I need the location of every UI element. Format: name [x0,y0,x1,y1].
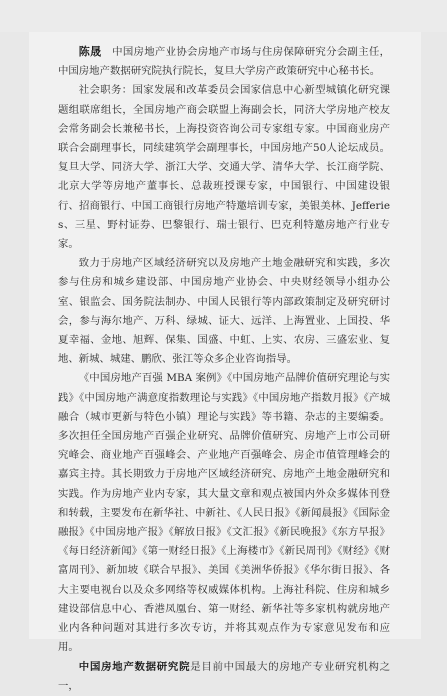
intro-text: 中国房地产业协会房地产市场与住房保障研究分会副主任，中国房地产数据研究院执行院长，复旦大学房产政策研究中心秘书长。 [58,46,391,78]
research-paragraph: 致力于房地产区域经济研究以及房地产土地金融研究和实践，多次参与住房和城乡建设部、中国房地产业协会、中央财经领导小组办公室、银监会、国务院法制办、中国人民银行等内部政策制定及研究研讨会，参与海尔地产、万科、绿城、证大、远洋、上海置业、上国投、华夏幸福、金地、旭辉、保集、国盛、中虹、上实、农房、三盛宏业、复地、新城、城建、鹏欣、张江等众多企业咨询指导。 [58,257,390,366]
closing-text: 是目前中国最大的房地产专业研究机构之一， [58,660,391,692]
author-name: 陈晟 [78,45,102,58]
intro-paragraph [58,42,390,81]
publications-paragraph: 《中国房地产百强 MBA 案例》《中国房地产品牌价值研究理论与实践》《中国房地产满意度指数理论与实践》《中国房地产指数月报》《产城融合（城市更新与特色小镇）理论与实践》等书籍、杂志的主要编委。多次担任全国房地产百强企业研究、品牌价值研究、房地产上市公司研究峰会、商业地产百强峰会、产业地产百强峰会、房企市值管理峰会的嘉宾主持。其长期致力于房地产区域经济研究、房地产土地金融研究和实践。作为房地产业内专家，其大量文章和观点被国内外众多媒体刊登和转载，主要发布在新华社、中新社、《人民日报》《新闻晨报》《国际金融报》《中国房地产报》《解放日报》《文汇报》《新民晚报》《东方早报》《每日经济新闻》《第一财经日报》《上海楼市》《新民周刊》《财经》《财富周刊》、新加坡《联合早报》、美国《美洲华侨报》《华尔街日报》、各大主要电视台以及众多网络等权威媒体机构。上海社科院、住房和城乡建设部信息中心、香港凤凰台、第一财经、新华社等多家机构就房地产业内各种问题对其进行多次专访，并将其观点作为专家意见发布和应用。 [58,372,390,654]
top-margin-strip [0,0,447,32]
closing-paragraph [58,658,390,696]
bio-text-block [58,42,390,696]
social-roles-paragraph: 社会职务：国家发展和改革委员会国家信息中心新型城镇化研究课题组联席组长，全国房地产商会联盟上海副会长，同济大学房地产校友会常务副会长兼秘书长，上海投资咨询公司专家组专家。中国商业房产联合会副理事长，同续建筑学会副理事长，中国房地产50人论坛成员。复旦大学、同济大学、浙江大学、交通大学、清华大学、长江商学院、北京大学等房地产董事长、总裁班授课专家，中国银行、中国建设银行、招商银行、中国工商银行房地产特邀培训专家，美银美林、Jefferies、三星、野村证券、巴黎银行、瑞士银行、巴克利特邀房地产行业专家。 [58,84,390,251]
institute-name: 中国房地产数据研究院 [78,660,191,673]
